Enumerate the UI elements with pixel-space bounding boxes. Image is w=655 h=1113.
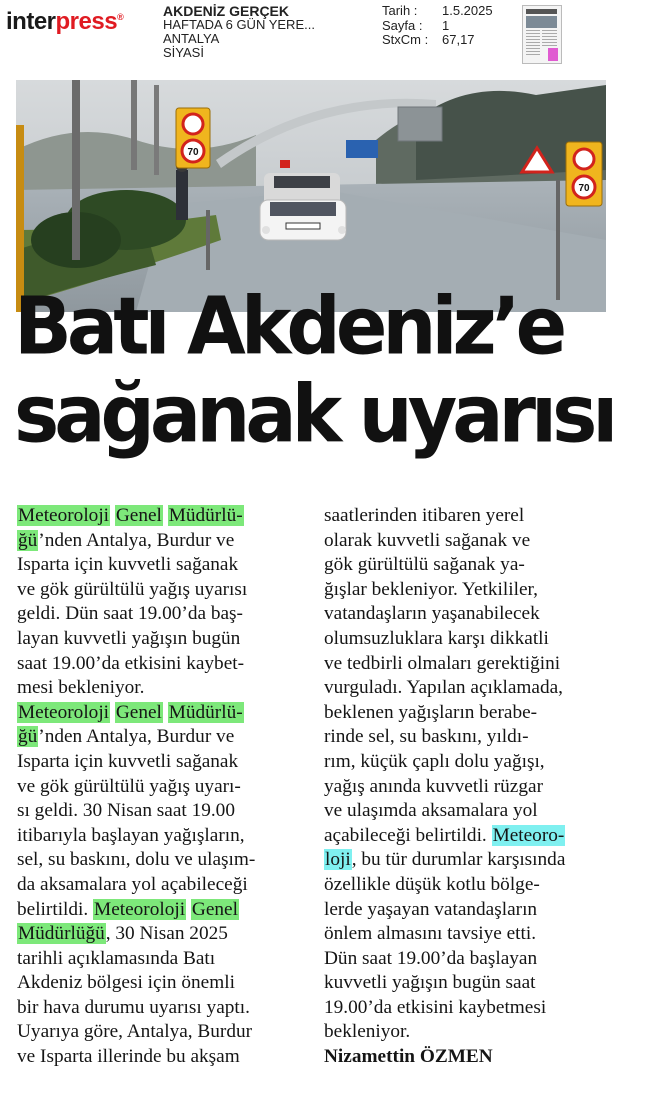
- article-line: [17, 701, 307, 726]
- text-segment: özellikle düşük kotlu bölge-: [324, 873, 540, 895]
- article-column-left: [17, 504, 307, 1070]
- article-line: [324, 848, 614, 873]
- highlighted-keyword: Genel: [115, 505, 162, 526]
- article-line: [17, 898, 307, 923]
- text-segment: Dün saat 19.00’da başlayan: [324, 947, 538, 969]
- article-line: [324, 922, 614, 947]
- article-line: [17, 971, 307, 996]
- text-segment: Uyarıya göre, Antalya, Burdur: [17, 1021, 253, 1043]
- text-segment: olumsuzluklara karşı dikkatli: [324, 627, 549, 649]
- text-segment: saatlerinden itibaren yerel: [324, 505, 525, 526]
- text-segment: bir hava durumu uyarısı yaptı.: [17, 996, 250, 1018]
- article-line: [17, 676, 307, 701]
- text-segment: önlem almasını tavsiye etti.: [324, 923, 537, 945]
- article-line: [324, 873, 614, 898]
- article-line: [324, 996, 614, 1021]
- text-segment: olarak kuvvetli sağanak ve: [324, 529, 531, 551]
- article-line: [17, 775, 307, 800]
- article-column-right: [324, 504, 614, 1070]
- meta-stxcm: StxCm : 67,17: [382, 32, 475, 47]
- article-line: [324, 824, 614, 849]
- article-line: [17, 578, 307, 603]
- meta-date: Tarih : 1.5.2025: [382, 3, 493, 18]
- text-segment: yağış anında kuvvetli rüzgar: [324, 775, 543, 797]
- highlighted-keyword: loji: [325, 849, 351, 871]
- text-segment: beklenen yağışların berabe-: [324, 701, 538, 723]
- text-segment: sı geldi. 30 Nisan saat 19.00: [17, 800, 235, 822]
- publication-section: SİYASİ: [163, 45, 204, 60]
- highlighted-keyword: Müdürlüğü: [18, 923, 105, 945]
- text-segment: [163, 505, 168, 526]
- text-segment: Isparta için kuvvetli sağanak: [17, 750, 239, 772]
- text-segment: açabileceği belirtildi.: [324, 824, 492, 846]
- speed-sign-right: 70: [578, 183, 590, 194]
- article-line: [17, 652, 307, 677]
- article-line: [324, 725, 614, 750]
- text-segment: , bu tür durumlar karşısında: [351, 849, 566, 871]
- highlighted-keyword: Genel: [115, 701, 162, 723]
- text-segment: itibarıyla başlayan yağışların,: [17, 824, 245, 846]
- publication-name: AKDENİZ GERÇEK: [163, 3, 290, 19]
- article-line: [17, 627, 307, 652]
- text-segment: 19.00’da etkisini kaybetmesi: [324, 996, 547, 1018]
- highlighted-keyword: Genel: [191, 898, 238, 920]
- text-segment: ve Isparta illerinde bu akşam: [17, 1046, 240, 1068]
- article-line: [324, 947, 614, 972]
- article-line: [324, 1020, 614, 1045]
- article-line: [17, 848, 307, 873]
- article-line: [17, 602, 307, 627]
- article-line: [324, 750, 614, 775]
- article-line: [324, 504, 614, 529]
- article-line: [324, 898, 614, 923]
- text-segment: ’nden Antalya, Burdur ve: [38, 529, 235, 551]
- text-segment: Isparta için kuvvetli sağanak: [17, 554, 239, 576]
- article-line: [17, 1045, 307, 1070]
- meta-page: Sayfa : 1: [382, 17, 450, 33]
- text-segment: [163, 702, 168, 723]
- article-line: [324, 971, 614, 996]
- news-photo: [16, 80, 606, 312]
- text-segment: lerde yaşayan vatandaşların: [324, 898, 538, 920]
- text-segment: ve ulaşımda aksamalara yol: [324, 800, 538, 822]
- article-line: [17, 504, 307, 529]
- text-segment: gök gürültülü sağanak ya-: [324, 554, 525, 576]
- article-line: [324, 578, 614, 603]
- headline-line-1: Batı Akdeniz’e: [14, 278, 563, 373]
- text-segment: sel, su baskını, dolu ve ulaşım-: [17, 849, 256, 871]
- highlighted-keyword: ğü: [18, 726, 38, 748]
- text-segment: vatandaşların yaşanabilecek: [324, 603, 540, 625]
- article-line: [324, 627, 614, 652]
- article-line: [324, 602, 614, 627]
- publication-subtitle: HAFTADA 6 GÜN YERE...: [163, 17, 315, 32]
- article-line: [324, 553, 614, 578]
- highlighted-keyword: Müdürlü-: [168, 701, 243, 723]
- article-line: [17, 529, 307, 554]
- interpress-logo: interpress®: [6, 8, 124, 35]
- text-segment: ğışlar bekleniyor. Yetkililer,: [324, 578, 538, 600]
- article-line: [17, 947, 307, 972]
- article-line: [324, 701, 614, 726]
- text-segment: saat 19.00’da etkisini kaybet-: [17, 652, 245, 674]
- text-segment: kuvvetli yağışın bugün saat: [324, 972, 536, 994]
- article-line: [17, 725, 307, 750]
- text-segment: tarihli açıklamasında Batı: [17, 947, 216, 969]
- text-segment: geldi. Dün saat 19.00’da baş-: [17, 603, 243, 625]
- text-segment: mesi bekleniyor.: [17, 677, 145, 699]
- text-segment: , 30 Nisan 2025: [105, 923, 228, 945]
- article-line: [324, 775, 614, 800]
- text-segment: bekleniyor.: [324, 1021, 411, 1043]
- page-thumbnail[interactable]: [522, 5, 562, 64]
- article-line: [324, 529, 614, 554]
- headline: [14, 278, 634, 461]
- clipping-meta: [382, 4, 493, 48]
- article-line: [17, 922, 307, 947]
- article-line: [17, 750, 307, 775]
- article-line: [17, 553, 307, 578]
- article-line: [17, 1020, 307, 1045]
- text-segment: Akdeniz bölgesi için önemli: [17, 972, 235, 994]
- highlighted-keyword: Meteoroloji: [18, 701, 110, 723]
- article-line: [17, 824, 307, 849]
- byline: Nizamettin ÖZMEN: [324, 1046, 493, 1068]
- text-segment: rım, küçük çaplı dolu yağışı,: [324, 750, 545, 772]
- highlighted-keyword: Meteoroloji: [18, 505, 110, 526]
- highlighted-keyword: Meteoroloji: [94, 898, 186, 920]
- article-line: [17, 996, 307, 1021]
- headline-line-2: sağanak uyarısı: [14, 367, 614, 461]
- text-segment: ve gök gürültülü yağış uyarısı: [17, 578, 248, 600]
- text-segment: vurguladı. Yapılan açıklamada,: [324, 677, 563, 699]
- article-line: [17, 873, 307, 898]
- text-segment: belirtildi.: [17, 898, 94, 920]
- publication-city: ANTALYA: [163, 31, 220, 46]
- text-segment: ve tedbirli olmaları gerektiğini: [324, 652, 561, 674]
- article-line: [324, 652, 614, 677]
- highlighted-keyword: ğü: [18, 529, 38, 551]
- speed-sign-left: 70: [187, 147, 199, 158]
- text-segment: layan kuvvetli yağışın bugün: [17, 627, 241, 649]
- text-segment: rinde sel, su baskını, yıldı-: [324, 726, 529, 748]
- article-line: [324, 799, 614, 824]
- text-segment: da aksamalara yol açabileceği: [17, 873, 248, 895]
- highlighted-keyword: Müdürlü-: [168, 505, 243, 526]
- text-segment: ve gök gürültülü yağış uyarı-: [17, 775, 241, 797]
- article-line: [324, 676, 614, 701]
- highlighted-keyword: Meteoro-: [492, 824, 565, 846]
- publication-info: [163, 4, 315, 60]
- text-segment: ’nden Antalya, Burdur ve: [38, 726, 235, 748]
- article-line: [17, 799, 307, 824]
